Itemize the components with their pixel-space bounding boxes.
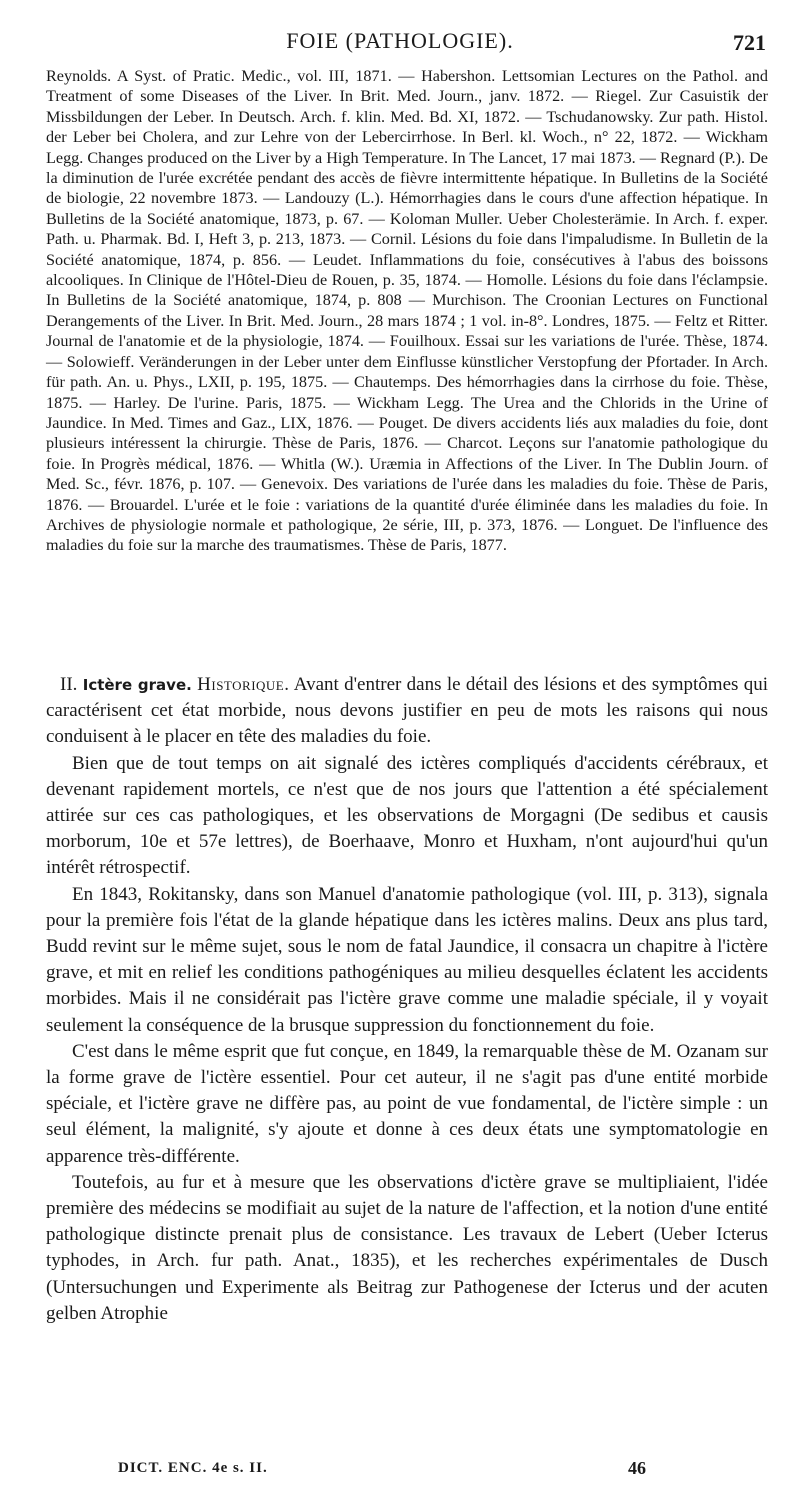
footer-signature: DICT. ENC. 4e s. II. (118, 1460, 268, 1476)
paragraph-text: Avant d'entrer dans le détail des lésions et des symptômes qui caractérisent cet état morbide, nous devons justifier en peu de mots les raisons qui nous conduisent à le placer en tête des maladies du foie. (46, 674, 769, 748)
paragraph: En 1843, Rokitansky, dans son Manuel d'anatomie pathologique (vol. III, p. 313), signala pour la première fois l'état de la glande hépatique dans les ictères malins. Deux ans plus tard, Budd revint sur le même sujet, sous le nom de fatal Jaundice, il consacra un chapitre à l'ictère grave, et mit en relief les conditions pathogéniques au milieu desquelles éclatent les accidents morbides. Mais il ne considérait pas l'ictère grave comme une maladie spéciale, il y voyait seulement la conséquence de la brusque suppression du fonctionnement du foie. (46, 883, 768, 1036)
bibliography-text: Reynolds. A Syst. of Pratic. Medic., vol. III, 1871. — Habershon. Lettsomian Lectures on the Pathol. and Treatment of some Diseases of the Liver. In Brit. Med. Journ., janv. 1872. — Riegel. Zur Casuistik der Missbildungen der Leber. In Deutsch. Arch. f. klin. Med. Bd. XI, 1872. — Tschudanowsky. Zur path. Histol. der Leber bei Cholera, and zur Lehre von der Lebercirrhose. In Berl. kl. Woch., n° 22, 1872. — Wickham Legg. Changes produced on the Liver by a High Temperature. In The Lancet, 17 mai 1873. — Regnard (P.). De la diminution de l'urée excrétée pendant des accès de fièvre intermittente hépatique. In Bulletins de la Société de biologie, 22 novembre 1873. — Landouzy (L.). Hémorrhagies dans le cours d'une affection hépatique. In Bulletins de la Société anatomique, 1873, p. 67. — Koloman Muller. Ueber Cholesterämie. In Arch. f. exper. Path. u. Pharmak. Bd. I, Heft 3, p. 213, 1873. — Cornil. Lésions du foie dans l'impaludisme. In Bulletin de la Société anatomique, 1874, p. 856. — Leudet. Inflammations du foie, consécutives à l'abus des boissons alcooliques. In Clinique de l'Hôtel-Dieu de Rouen, p. 35, 1874. — Homolle. Lésions du foie dans l'éclampsie. In Bulletins de la Société anatomique, 1874, p. 808 — Murchison. The Croonian Lectures on Functional Derangements of the Liver. In Brit. Med. Journ., 28 mars 1874 ; 1 vol. in-8°. Londres, 1875. — Feltz et Ritter. Journal de l'anatomie et de la physiologie, 1874. — Fouilhoux. Essai sur les variations de l'urée. Thèse, 1874. — Solowieff. Veränderungen in der Leber unter dem Einflusse künstlicher Verstopfung der Pfortader. In Arch. für path. An. u. Phys., LXII, p. 195, 1875. — Chautemps. Des hémorrhagies dans la cirrhose du foie. Thèse, 1875. — Harley. De l'urine. Paris, 1875. — Wickham Legg. The Urea and the Chlorids in the Urine of Jaundice. In Med. Times and Gaz., LIX, 1876. — Pouget. De divers accidents liés aux maladies du foie, dont plusieurs intéressent la chirurgie. Thèse de Paris, 1876. — Charcot. Leçons sur l'anatomie pathologique du foie. In Progrès médical, 1876. — Whitla (W.). Uræmia in Affections of the Liver. In The Dublin Journ. of Med. Sc., févr. 1876, p. 107. — Genevoix. Des variations de l'urée dans les maladies du foie. Thèse de Paris, 1876. — Brouardel. L'urée et le foie : variations de la quantité d'urée éliminée dans les maladies du foie. In Archives de physiologie normale et pathologique, 2e série, III, p. 373, 1876. — Longuet. De l'influence des maladies du foie sur la marche des traumatismes. Thèse de Paris, 1877. (46, 67, 768, 555)
paragraph: C'est dans le même esprit que fut conçue, en 1849, la remarquable thèse de M. Ozanam sur la forme grave de l'ictère essentiel. Pour cet auteur, il ne s'agit pas d'une entité morbide spéciale, et l'ictère grave ne diffère pas, au point de vue fondamental, de l'ictère simple : un seul élément, la malignité, s'y ajoute et donne à ces deux états une symptomatologie en apparence très-différente. (46, 1040, 768, 1167)
section-heading: Ictère grave. (82, 676, 192, 694)
footer-sheet-number: 46 (628, 1458, 646, 1478)
paragraph: Toutefois, au fur et à mesure que les observations d'ictère grave se multipliaient, l'idée première des médecins se modifiait au sujet de la nature de l'affection, et la notion d'une entité pathologique distincte prenait plus de consistance. Les travaux de Lebert (Ueber Icterus typhodes, in Arch. fur path. Anat., 1835), et les recherches expérimentales de Dusch (Untersuchungen und Experimente als Beitrag zur Pathogenese der Icterus und der acuten gelben Atrophie (46, 1171, 768, 1324)
page-number: 721 (733, 30, 766, 55)
running-header-title: FOIE (PATHOLOGIE). (286, 28, 514, 53)
section-intro-paragraph (46, 672, 768, 751)
section-number: II. (60, 674, 78, 695)
main-text (46, 672, 768, 1327)
paragraph: Bien que de tout temps on ait signalé des ictères compliqués d'accidents cérébraux, et devenant rapidement mortels, ce n'est que de nos jours que l'attention a été spécialement attirée sur ces cas pathologiques, et les observations de Morgagni (De sedibus et causis morborum, 10e et 57e lettres), de Boerhaave, Monro et Huxham, n'ont aujourd'hui qu'un intérêt rétrospectif. (46, 752, 768, 879)
bibliography-block (46, 66, 768, 556)
section-subheading: Historique. (197, 674, 290, 695)
